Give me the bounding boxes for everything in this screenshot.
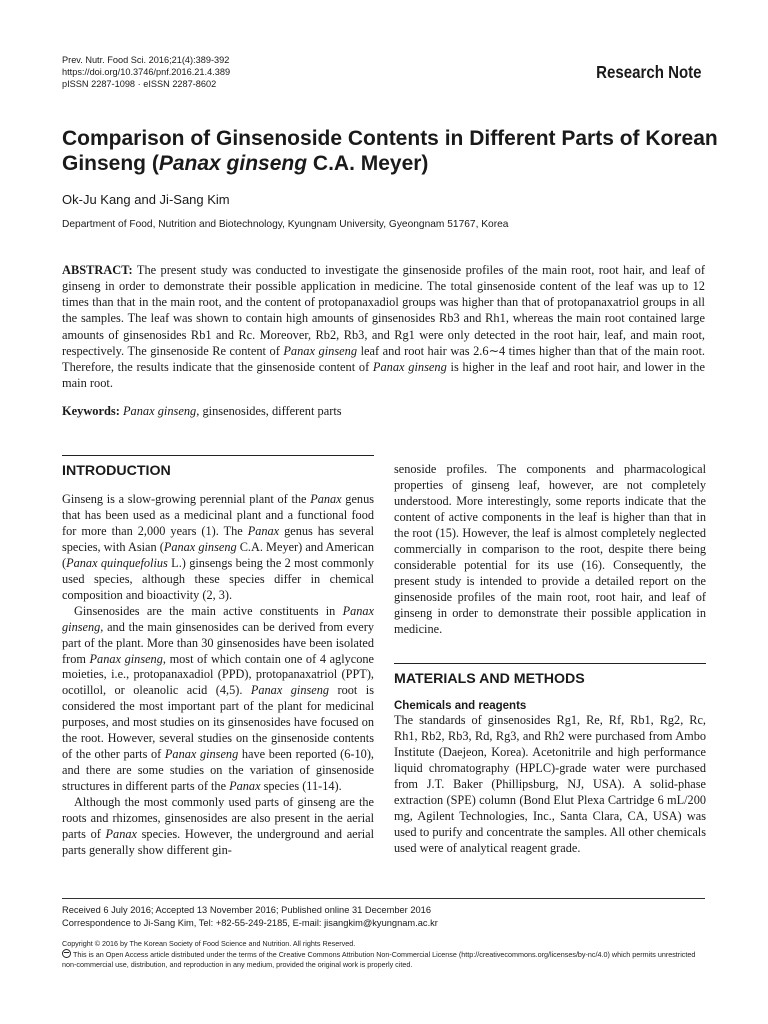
title-part-1: Comparison of Ginsenoside Contents in Different Parts of Korean Ginseng ( <box>62 127 718 175</box>
intro-paragraph-3-continued: senoside profiles. The components and pharmacological properties of ginseng leaf, however, are not completely understood. More interestingly, some reports indicate that the content of active components in the leaf is higher than that in the root (15). However, the leaf is almost completely neglected commercially in comparison to the root, despite there being considerable potential for its use (16). Consequently, the present study is intended to provide a detailed report on the ginsenoside profiles of the main root, root hair, and leaf of ginseng in order to demonstrate their possible application in medicine. <box>394 462 706 636</box>
correspondence: Correspondence to Ji-Sang Kim, Tel: +82-55-249-2185, E-mail: jisangkim@kyungnam.ac.kr <box>62 918 438 928</box>
abstract-text-1: The present study was conducted to investigate the ginsenoside profiles of the main root, root hair, and leaf of ginseng in order to demonstrate their possible application in medicine. The total ginsenoside content of the leaf was up to 12 times than that in the main root, and the content of protopanaxadiol groups was higher than that of protopanaxatriol groups in all the samples. The leaf was shown to contain high amounts of ginsenosides Rb3 and Rh1, whereas the main root contained large amounts of ginsenosides Rb1 and Rc. Moreover, Rb2, Rb3, and Rg1 were only detected in the root hair, leaf, and main root, respectively. The ginsenoside Re content of <box>62 263 705 358</box>
doi-link[interactable]: https://doi.org/10.3746/pnf.2016.21.4.389 <box>62 67 231 77</box>
issn: pISSN 2287-1098 · eISSN 2287-8602 <box>62 79 217 89</box>
methods-heading: MATERIALS AND METHODS <box>394 671 585 688</box>
open-access-icon <box>62 949 71 958</box>
right-column <box>394 462 706 857</box>
intro-paragraph-3: Although the most commonly used parts of ginseng are the roots and rhizomes, ginsenosides are also present in the aerial parts of Panax species. However, the underground and aerial parts generally show different gin- <box>62 795 375 857</box>
left-column <box>62 455 374 859</box>
license-text: This is an Open Access article distributed under the terms of the Creative Commons Attribution Non-Commercial License (http://creativecommons.org/licenses/by-nc/4.0) which permits unrestricted non-commercial use, distribution, and reproduction in any medium, provided the original work is properly cited. <box>62 949 696 969</box>
article-type: Research Note <box>596 62 702 82</box>
affiliation: Department of Food, Nutrition and Biotechnology, Kyungnam University, Gyeongnam 51767, Korea <box>62 219 509 230</box>
keywords-label: Keywords: <box>62 404 120 418</box>
footer-rule <box>62 898 705 899</box>
intro-paragraph-1: Ginseng is a slow-growing perennial plant of the Panax genus that has been used as a medicinal plant and a functional food for more than 2,000 years (1). The Panax genus has several species, with Asian (Panax ginseng C.A. Meyer) and American (Panax quinquefolius L.) ginsengs being the 2 most commonly used species, although these species differ in chemical composition and bioactivity (2, 3). <box>62 492 375 602</box>
introduction-heading: INTRODUCTION <box>62 463 171 479</box>
abstract-text-3: is higher in the leaf and root hair, and lower in the main root. <box>62 359 705 391</box>
keywords <box>62 404 342 419</box>
abstract <box>62 262 705 391</box>
abstract-label: ABSTRACT: <box>62 263 133 277</box>
abstract-text-2: leaf and root hair was 2.6∼4 times higher than that of the main root. Therefore, the results indicate that the ginsenoside content of <box>62 343 705 374</box>
title-part-2: C.A. Meyer) <box>307 152 429 175</box>
title-species: Panax ginseng <box>158 152 308 175</box>
chemicals-paragraph: The standards of ginsenosides Rg1, Re, Rf, Rb1, Rg2, Rc, Rh1, Rb2, Rb3, Rd, Rg3, and Rh2 were purchased from Ambo Institute (Daejeon, Korea). Acetonitrile and high performance liquid chromatography (HPLC)-grade water were purchased from J.T. Baker (Phillipsburg, NJ, USA). A solid-phase extraction (SPE) column (Bond Elut Plexa Cartridge 6 mL/200 mg, Agilent Technologies, Inc., Santa Clara, CA, USA) was used to purify and concentrate the samples. All other chemicals used were of analytical reagent grade. <box>394 713 706 856</box>
citation: Prev. Nutr. Food Sci. 2016;21(4):389-392 <box>62 55 230 65</box>
chemicals-subheading: Chemicals and reagents <box>394 700 527 713</box>
copyright: Copyright © 2016 by The Korean Society of Food Science and Nutrition. All rights Reserved. <box>62 939 356 948</box>
section-rule <box>394 663 706 664</box>
keyword-species: Panax ginseng <box>122 404 197 418</box>
page-footer <box>62 898 705 969</box>
authors: Ok-Ju Kang and Ji-Sang Kim <box>62 192 230 207</box>
keywords-rest: , ginsenosides, different parts <box>196 404 342 418</box>
abstract-species-2: Panax ginseng <box>372 359 447 374</box>
section-rule <box>62 455 374 456</box>
journal-info <box>62 54 230 90</box>
received-dates: Received 6 July 2016; Accepted 13 November 2016; Published online 31 December 2016 <box>62 905 432 915</box>
intro-paragraph-2: Ginsenosides are the main active constituents in Panax ginseng, and the main ginsenosides can be derived from every part of the plant. More than 30 ginsenosides have been isolated from Panax ginseng, most of which contain one of 4 aglycone moieties, i.e., protopanaxadiol (PPD), protopanaxatriol (PPT), ocotillol, or oleanolic acid (4,5). Panax ginseng root is considered the most important part of the plant for medicinal purposes, and most studies on its ginsenosides have focused on the root. However, several studies on the ginsenoside contents of the other parts of Panax ginseng have been reported (6-10), and there are some studies on the variation of ginsenoside structures in different parts of the Panax species (11-14). <box>62 603 374 794</box>
paper-title <box>62 126 722 176</box>
license <box>62 949 705 970</box>
abstract-species-1: Panax ginseng <box>283 343 358 358</box>
